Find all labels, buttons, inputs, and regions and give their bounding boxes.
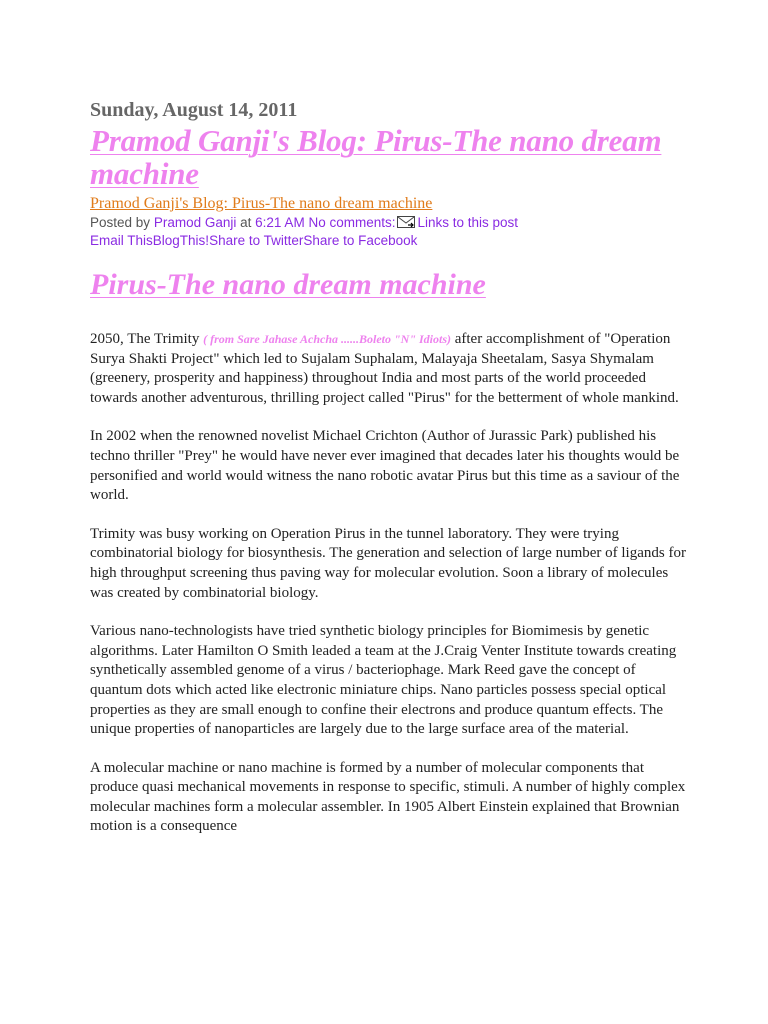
comments-link[interactable]: No comments: [308, 215, 396, 230]
blog-post [90, 98, 690, 856]
at-label: at [240, 215, 252, 230]
paragraph-1-start: 2050, The Trimity [90, 331, 200, 347]
paragraph-1-rest: after accomplishment of "Operation Surya Shakti Project" which led to Sujalam Suphalam, Malayaja Sheetalam, Sasya Shymalam (greenery, prosperity and happiness) throughout India and most parts of the world proceeded towards another adventurous, thrilling project called "Pirus" for the betterment of whole mankind. [90, 331, 679, 406]
post-time-link[interactable]: 6:21 AM [255, 215, 305, 230]
paragraph-4: Various nano-technologists have tried synthetic biology principles for Biomimesis by genetic algorithms. Later Hamilton O Smith leaded a team at the J.Craig Venter Institute towards creating synthetically assembled genome of a virus / bacteriophage. Mark Reed gave the concept of quantum dots which acted like electronic miniature chips. Nano particles possess special optical properties as they are small enough to confine their electrons and produce quantum effects. The unique properties of nanoparticles are largely due to the large surface area of the material. [90, 623, 677, 738]
posted-by-label: Posted by [90, 215, 151, 230]
links-to-post-link[interactable]: Links to this post [417, 215, 519, 230]
date-header: Sunday, August 14, 2011 [90, 99, 298, 121]
article-title[interactable]: Pirus-The nano dream machine [90, 268, 486, 301]
blogthis-link[interactable]: BlogThis! [152, 233, 210, 248]
share-facebook-link[interactable]: Share to Facebook [303, 233, 418, 248]
share-links [90, 232, 690, 250]
post-meta [90, 214, 690, 232]
paragraph-3: Trimity was busy working on Operation Pirus in the tunnel laboratory. They were trying combinatorial biology for biosynthesis. The generation and selection of large number of ligands for high throughput screening thus paving way for molecular evolution. Soon a library of molecules was created by combinatorial biology. [90, 525, 686, 601]
email-this-link[interactable]: Email This [90, 233, 153, 248]
movie-reference-aside: ( from Sare Jahase Achcha ......Boleto "N" Idiots) [203, 332, 451, 346]
email-post-icon[interactable] [397, 216, 415, 228]
article-body [90, 330, 690, 837]
source-blog-link[interactable]: Pramod Ganji's Blog: Pirus-The nano dream machine [90, 195, 433, 212]
paragraph-1 [90, 330, 690, 408]
author-link[interactable]: Pramod Ganji [153, 215, 237, 230]
share-twitter-link[interactable]: Share to Twitter [209, 233, 304, 248]
paragraph-2: In 2002 when the renowned novelist Michael Crichton (Author of Jurassic Park) published his techno thriller "Prey" he would have never ever imagined that decades later his thoughts would be personified and world would witness the nano robotic avatar Pirus but this time as a saviour of the world. [90, 428, 680, 504]
paragraph-5: A molecular machine or nano machine is formed by a number of molecular components that produce quasi mechanical movements in response to specific, stimuli. A number of highly complex molecular machines form a molecular assembler. In 1905 Albert Einstein explained that Brownian motion is a consequence [90, 759, 686, 835]
post-title-link[interactable]: Pramod Ganji's Blog: Pirus-The nano dream machine [90, 123, 662, 191]
